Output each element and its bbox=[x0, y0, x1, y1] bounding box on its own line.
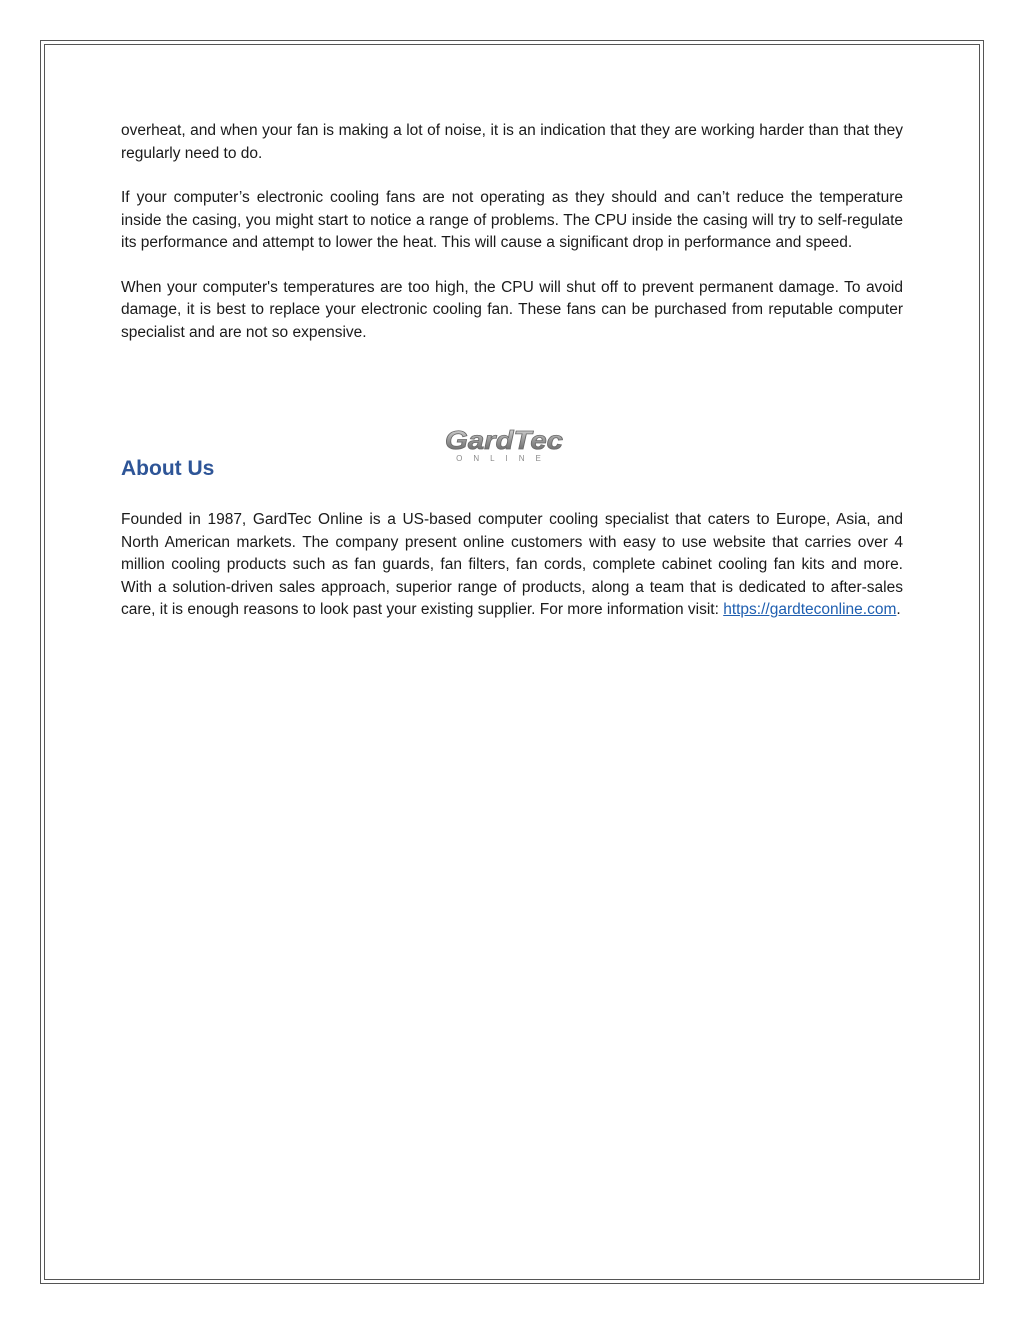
paragraph-overheat: overheat, and when your fan is making a lot of noise, it is an indication that they are working harder than that they regularly need to do. bbox=[121, 122, 903, 162]
logo-sub-text: ONLINE bbox=[456, 454, 552, 463]
about-text: Founded in 1987, GardTec Online is a US-based computer cooling specialist that caters to Europe, Asia, and North American markets. The company present online customers with easy to use website that carries over 4 million cooling products such as fan guards, fan filters, fan cords, complete cabinet cooling fan kits and more. With a solution-driven sales approach, superior range of products, along a team that is dedicated to after-sales care, it is enough reasons to look past your existing supplier. For more information visit: bbox=[121, 511, 903, 618]
logo-brand-text: GardTec bbox=[445, 425, 564, 455]
about-section bbox=[121, 509, 903, 622]
about-heading: About Us bbox=[121, 457, 215, 480]
paragraph-cooling-fans: If your computer’s electronic cooling fans are not operating as they should and can’t reduce the temperature inside the casing, you might start to notice a range of problems. The CPU inside the casing will try to self-regulate its performance and attempt to lower the heat. This will cause a significant drop in performance and speed. bbox=[121, 189, 903, 251]
gardtec-logo-graphic bbox=[443, 424, 565, 464]
about-paragraph bbox=[121, 509, 903, 622]
gardtec-logo bbox=[443, 424, 565, 464]
body-content bbox=[121, 120, 903, 344]
about-trailing: . bbox=[896, 601, 901, 618]
website-link[interactable]: https://gardteconline.com bbox=[723, 601, 897, 618]
paragraph-temperatures: When your computer's temperatures are too high, the CPU will shut off to prevent permanent damage. To avoid damage, it is best to replace your electronic cooling fan. These fans can be purchased from reputable computer specialist and are not so expensive. bbox=[121, 278, 903, 341]
